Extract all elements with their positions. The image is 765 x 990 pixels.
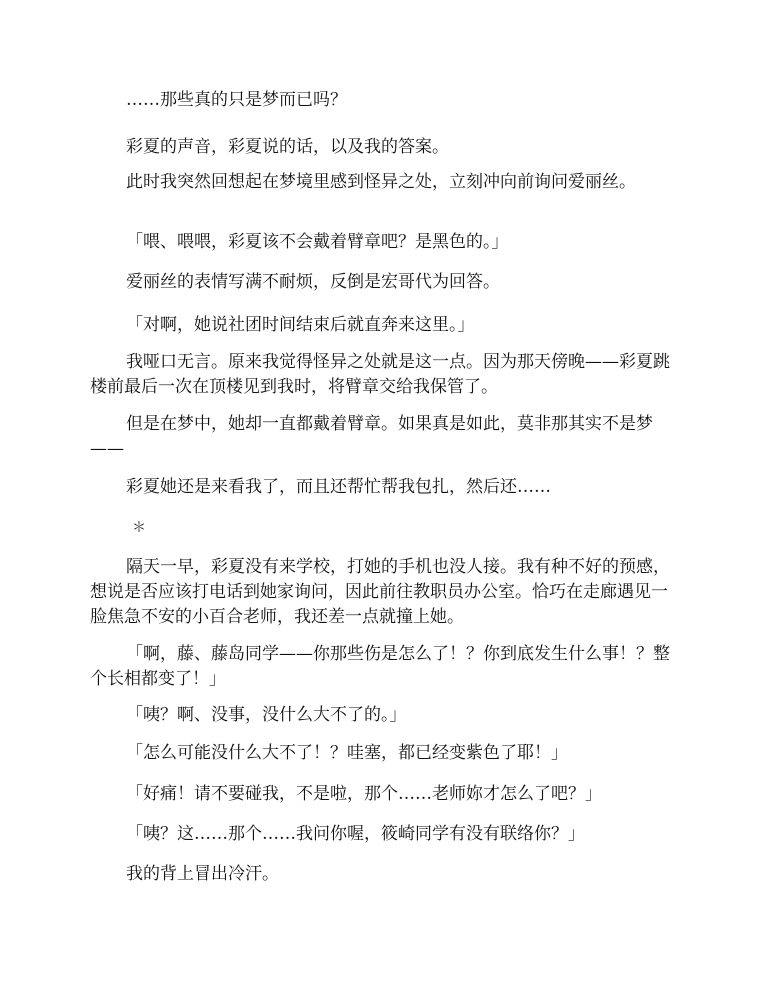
- paragraph: 此时我突然回想起在梦境里感到怪异之处，立刻冲向前询问爱丽丝。: [126, 172, 636, 192]
- scene-separator: ＊: [132, 520, 146, 536]
- dialogue-paragraph: 「咦？啊、没事，没什么大不了的。」: [126, 705, 407, 725]
- paragraph: ……那些真的只是梦而已吗？: [126, 90, 347, 110]
- paragraph: 爱丽丝的表情写满不耐烦，反倒是宏哥代为回答。: [126, 272, 500, 292]
- paragraph: 隔天一早，彩夏没有来学校，打她的手机也没人接。我有种不好的预感，想说是否应该打电话到她家询问，因此前往教职员办公室。恰巧在走廊遇见一脸焦急不安的小百合老师，我还差一点就撞上她。: [90, 557, 670, 627]
- dialogue-paragraph: 「好痛！请不要碰我，不是啦，那个……老师妳才怎么了吧？」: [126, 784, 602, 804]
- paragraph: 我哑口无言。原来我觉得怪异之处就是这一点。因为那天傍晚——彩夏跳楼前最后一次在顶楼见到我时，将臂章交给我保管了。: [90, 352, 670, 397]
- paragraph: 彩夏的声音，彩夏说的话，以及我的答案。: [126, 137, 449, 157]
- dialogue-paragraph: 「对啊，她说社团时间结束后就直奔来这里。」: [126, 315, 475, 335]
- dialogue-paragraph: 「喂、喂喂，彩夏该不会戴着臂章吧？是黑色的。」: [126, 232, 509, 252]
- paragraph: 但是在梦中，她却一直都戴着臂章。如果真是如此，莫非那其实不是梦——: [90, 414, 653, 459]
- paragraph: 彩夏她还是来看我了，而且还帮忙帮我包扎，然后还……: [126, 477, 551, 497]
- dialogue-paragraph: 「咦？这……那个……我问你喔，筱崎同学有没有联络你？」: [126, 824, 585, 844]
- paragraph: 我的背上冒出冷汗。: [126, 864, 279, 884]
- dialogue-paragraph: 「啊，藤、藤岛同学——你那些伤是怎么了！？你到底发生什么事！？整个长相都变了！」: [90, 644, 670, 689]
- dialogue-paragraph: 「怎么可能没什么大不了！？哇塞，都已经变紫色了耶！」: [126, 743, 568, 763]
